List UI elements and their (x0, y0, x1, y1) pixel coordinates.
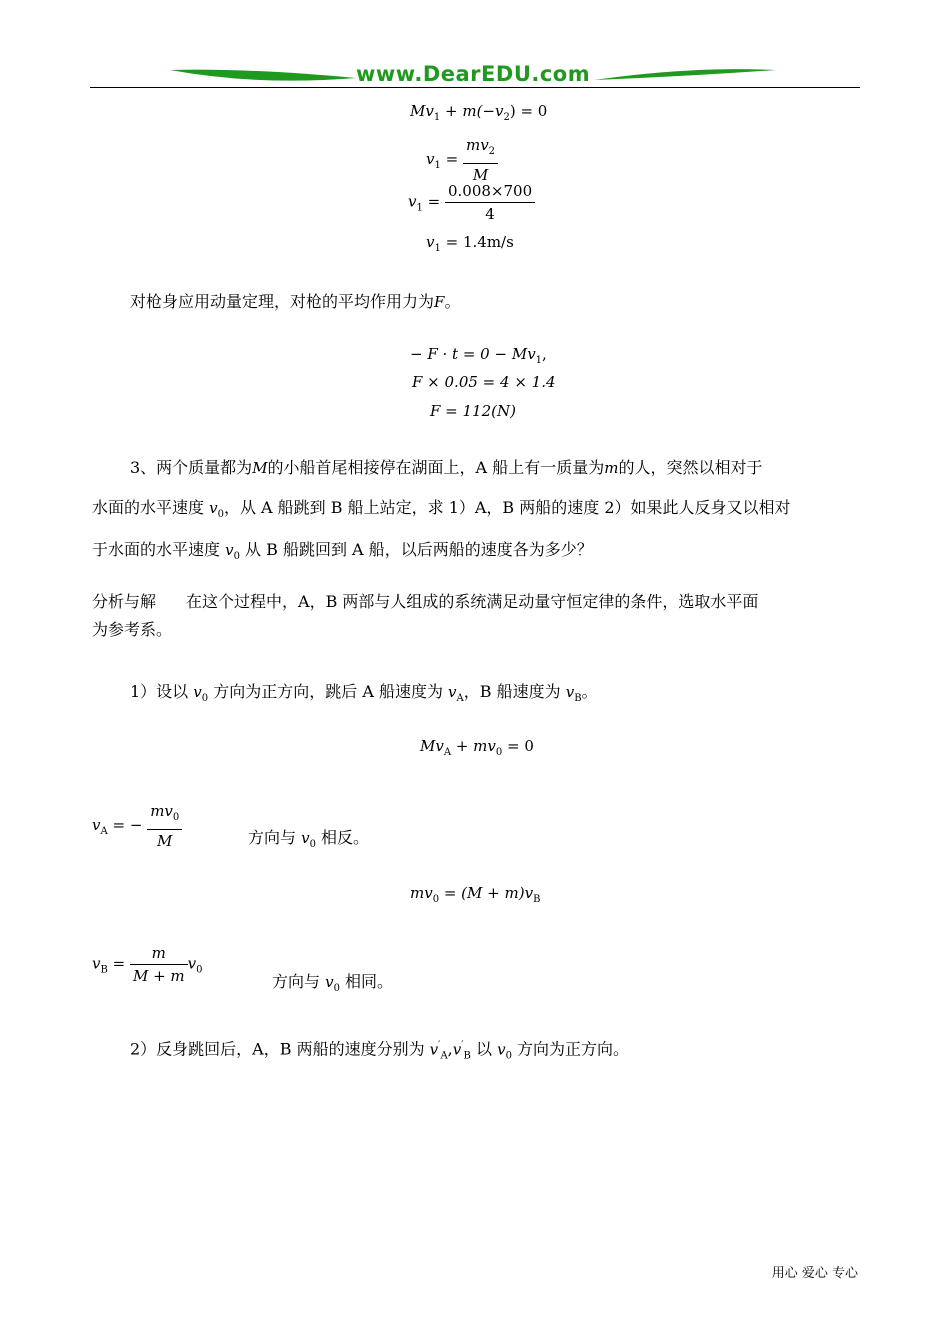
analysis-line-2: 为参考系。 (92, 620, 173, 639)
equation-momentum: $Mv_1 + m(-v_2) = 0$ (410, 102, 548, 123)
equation-vB-result: $v_B$ = $\frac{m}{M + m}$ $v_0$ (92, 944, 203, 985)
page-footer: 用心 爱心 专心 (771, 1266, 858, 1281)
equation-impulse: − $F \cdot t = 0 - Mv_1$, (410, 345, 547, 366)
analysis-label: 分析与解 (92, 592, 157, 611)
equation-v1-result: $v_1 = 1.4m/s$ (426, 233, 514, 254)
step2-line: 2）反身跳回后，A，B 两船的速度分别为 $v'_A,v'_B$ 以 $v_0$ 方向为正方向。 (130, 1039, 630, 1062)
equation-A-momentum: $Mv_A + mv_0 = 0$ (420, 737, 534, 758)
paragraph-impulse: 对枪身应用动量定理，对枪的平均作用力为F。 (130, 292, 461, 311)
header-rule (90, 87, 860, 88)
problem-line-2: 水面的水平速度 $v_0$，从 A 船跳到 B 船上站定，求 1）A，B 两船的速度 2）如果此人反身又以相对 (92, 498, 791, 521)
equation-B-momentum: $mv_0 = (M + m)v_B$ (410, 884, 541, 905)
vB-direction-note: 方向与 $v_0$ 相同。 (272, 972, 394, 995)
problem-line-1: 3、两个质量都为M的小船首尾相接停在湖面上，A 船上有一质量为m的人，突然以相对于 (130, 458, 763, 477)
header-swoosh-right (592, 66, 778, 84)
equation-v1-numeric: $v_1$ = $\frac{0.008\times 700}{4}$ (408, 180, 535, 225)
equation-v1-fraction: $v_1$ = $\frac{mv_2}{M}$ (426, 134, 498, 186)
equation-vA-result: $v_A$ = − $\frac{mv_0}{M}$ (92, 800, 182, 852)
analysis-line-1: 分析与解 在这个过程中，A，B 两部与人组成的系统满足动量守恒定律的条件，选取水平面 (92, 592, 759, 611)
problem-line-3: 于水面的水平速度 $v_0$ 从 B 船跳回到 A 船，以后两船的速度各为多少？ (92, 540, 593, 563)
vA-direction-note: 方向与 $v_0$ 相反。 (248, 828, 370, 851)
step1-line: 1）设以 $v_0$ 方向为正方向，跳后 A 船速度为 $v_A$，B 船速度为 $v_B$。 (130, 682, 598, 705)
header-swoosh-left (168, 64, 358, 86)
site-logo: www.DearEDU.com (356, 62, 591, 86)
equation-force-numeric: F × 0.05 = 4 × 1.4 (412, 373, 556, 391)
equation-force-result: F = 112(N) (430, 402, 516, 420)
